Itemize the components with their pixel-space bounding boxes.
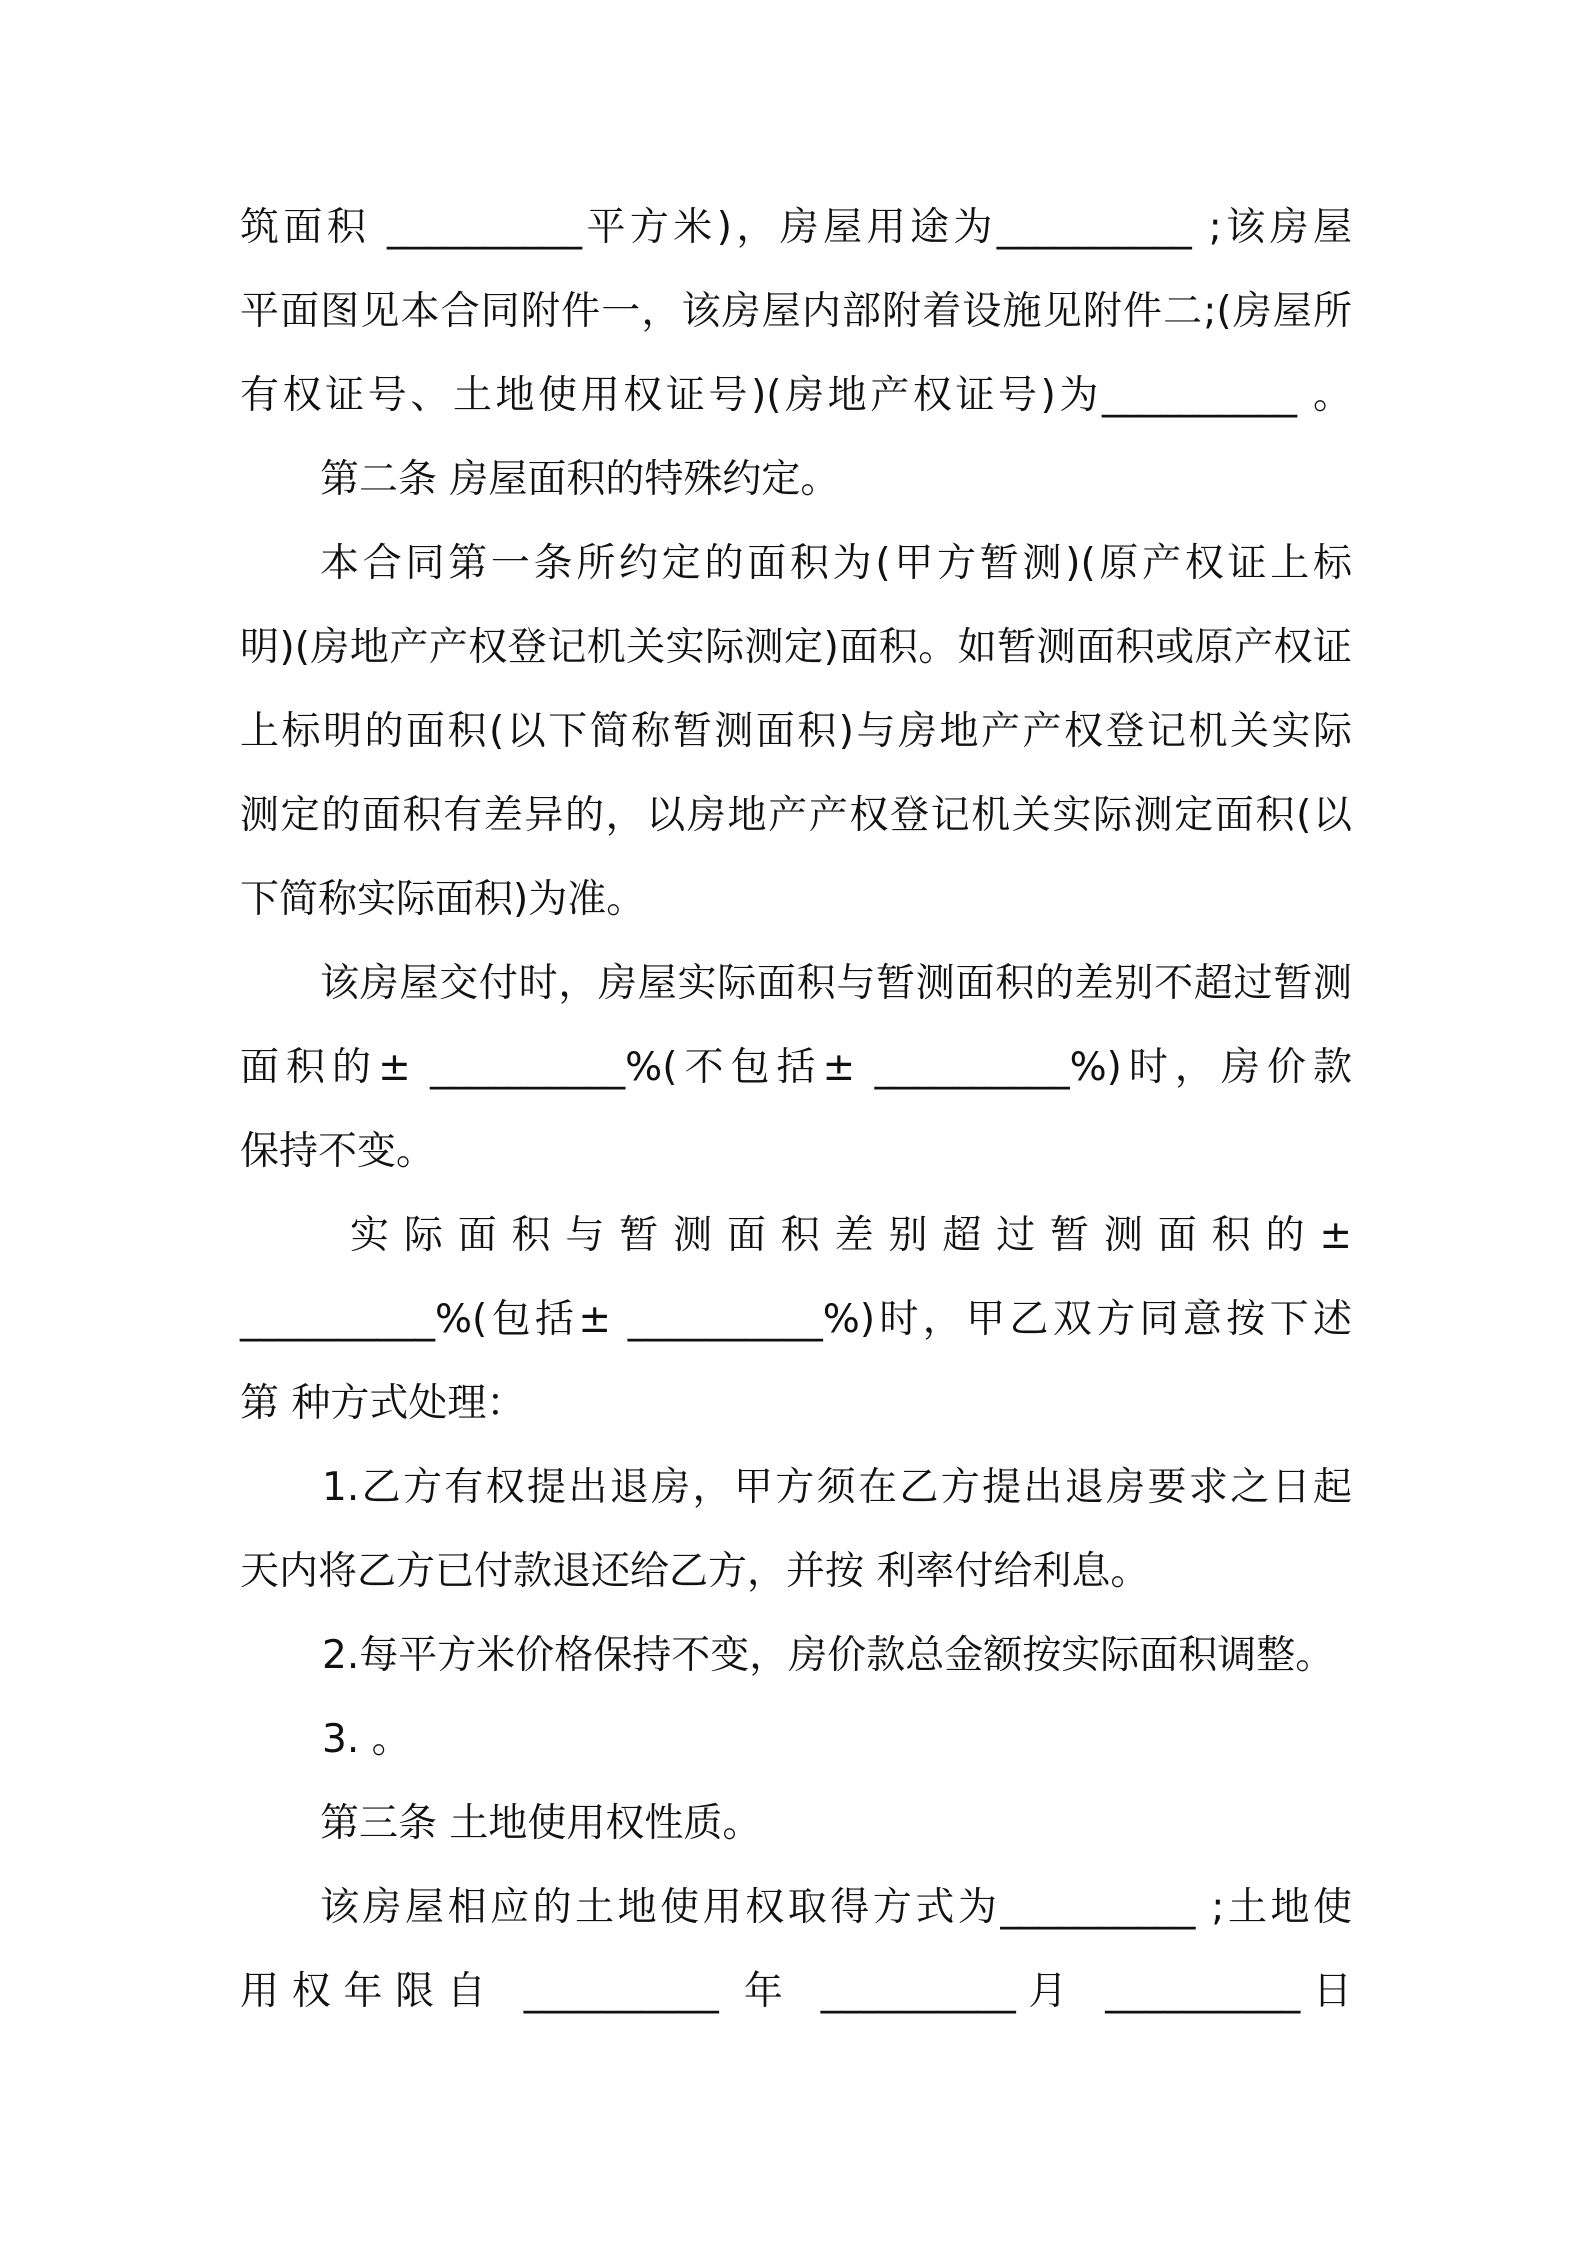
- paragraph-line: 该房屋相应的土地使用权取得方式为__________ ;土地使: [320, 1885, 1352, 1930]
- list-item: 3. 。: [322, 1717, 411, 1762]
- list-item-continued: 天内将乙方已付款退还给乙方，并按 利率付给利息。: [240, 1549, 1150, 1594]
- paragraph-line: 实际面积与暂测面积差别超过暂测面积的±: [350, 1213, 1352, 1258]
- article-heading: 第二条 房屋面积的特殊约定。: [320, 457, 840, 502]
- paragraph-line: 明)(房地产产权登记机关实际测定)面积。如暂测面积或原产权证: [240, 625, 1352, 670]
- article-heading: 第三条 土地使用权性质。: [320, 1801, 762, 1846]
- paragraph-line: 本合同第一条所约定的面积为(甲方暂测)(原产权证上标: [320, 541, 1352, 586]
- paragraph-line: 用权年限自 __________ 年 __________月 __________日: [240, 1969, 1352, 2014]
- paragraph-line: 保持不变。: [240, 1129, 436, 1174]
- paragraph-line: 下简称实际面积)为准。: [240, 877, 646, 922]
- paragraph-line: 平面图见本合同附件一，该房屋内部附着设施见附件二;(房屋所: [240, 289, 1352, 334]
- paragraph-line: 面积的± __________%(不包括± __________%)时，房价款: [240, 1045, 1352, 1090]
- list-item: 1.乙方有权提出退房，甲方须在乙方提出退房要求之日起: [322, 1465, 1352, 1510]
- list-item: 2.每平方米价格保持不变，房价款总金额按实际面积调整。: [322, 1633, 1335, 1678]
- paragraph-line: 上标明的面积(以下简称暂测面积)与房地产产权登记机关实际: [240, 709, 1352, 754]
- paragraph-line: 第 种方式处理：: [240, 1381, 526, 1426]
- paragraph-line: __________%(包括± __________%)时，甲乙双方同意按下述: [240, 1297, 1352, 1342]
- paragraph-line: 该房屋交付时，房屋实际面积与暂测面积的差别不超过暂测: [320, 961, 1352, 1006]
- paragraph-line: 有权证号、土地使用权证号)(房地产权证号)为__________ 。: [240, 373, 1352, 418]
- paragraph-line: 测定的面积有差异的，以房地产产权登记机关实际测定面积(以: [240, 793, 1352, 838]
- paragraph-line: 筑面积 __________平方米)，房屋用途为__________ ;该房屋: [240, 205, 1352, 250]
